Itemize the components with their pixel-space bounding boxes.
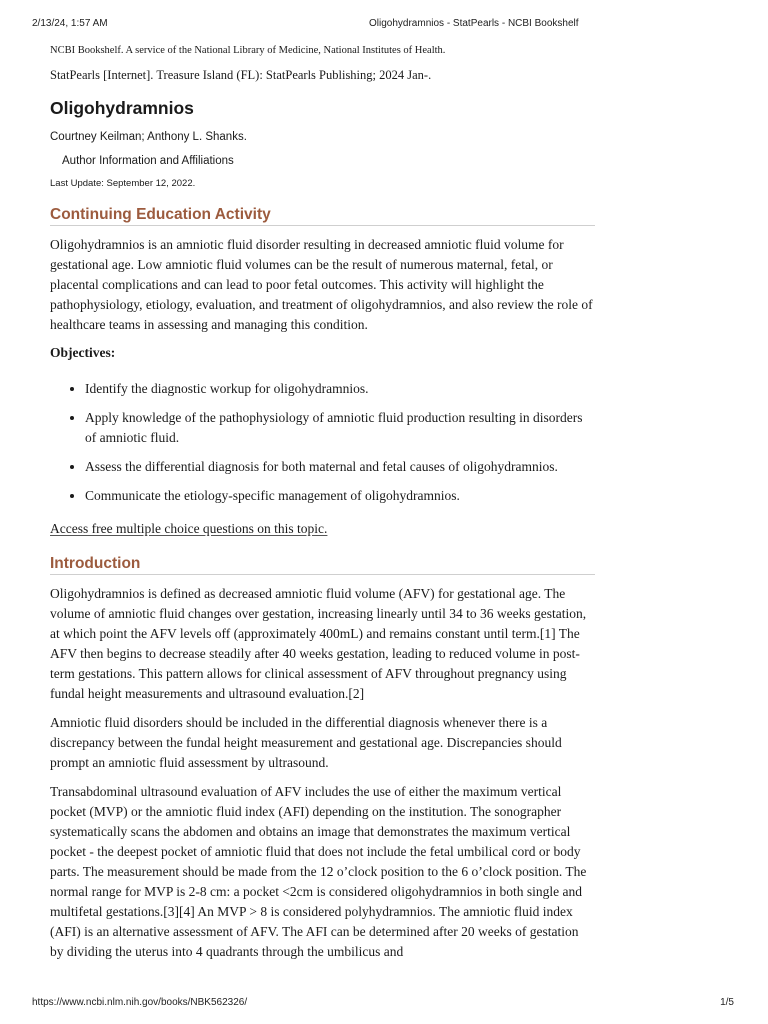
ce-paragraph: Oligohydramnios is an amniotic fluid disorder resulting in decreased amniotic fluid volume for gestational age. Low amniotic fluid volumes can be the result of numerous maternal, fetal, or placental complications and can lead to poor fetal outcomes. This activity will highlight the pathophysiology, etiology, evaluation, and treatment of oligohydramnios, and also review the role of healthcare teams in assessing and managing this condition. (50, 237, 593, 332)
author-info-link[interactable]: Author Information and Affiliations (62, 155, 234, 167)
intro-paragraph: Amniotic fluid disorders should be included in the differential diagnosis whenever there is a discrepancy between the fundal height measurement and gestational age. Discrepancies should prompt an amniotic fluid assessment by ultrasound. (50, 715, 562, 770)
page-url: https://www.ncbi.nlm.nih.gov/books/NBK562326/ (32, 997, 248, 1008)
continuing-education-section (50, 206, 595, 555)
access-questions-link[interactable]: Access free multiple choice questions on this topic. (50, 521, 328, 536)
citation: StatPearls [Internet]. Treasure Island (FL): StatPearls Publishing; 2024 Jan-. (50, 68, 432, 82)
article-content (50, 44, 595, 971)
objective-item: • Communicate the etiology-specific management of oligohydramnios. (85, 486, 595, 506)
introduction-section (50, 555, 595, 962)
page-number: 1/5 (720, 997, 734, 1008)
section-heading-introduction: Introduction (50, 555, 595, 575)
section-heading-continuing-education: Continuing Education Activity (50, 206, 595, 226)
objectives-list (50, 379, 595, 506)
objective-item: • Identify the diagnostic workup for oligohydramnios. (85, 379, 595, 399)
article-title: Oligohydramnios (50, 98, 194, 118)
last-update: Last Update: September 12, 2022. (50, 178, 196, 189)
print-page-title: Oligohydramnios - StatPearls - NCBI Bookshelf (369, 18, 579, 29)
objective-item: • Apply knowledge of the pathophysiology of amniotic fluid production resulting in disorders of amniotic fluid. (85, 408, 595, 448)
intro-paragraph: Transabdominal ultrasound evaluation of AFV includes the use of either the maximum vertical pocket (MVP) or the amniotic fluid index (AFI) depending on the institution. The sonographer systematically scans the abdomen and obtains an image that demonstrates the maximum vertical pocket - the deepest pocket of amniotic fluid that does not include the fetal umbilical cord or body parts. The measurement should be made from the 12 o’clock position to the 6 o’clock position. The normal range for MVP is 2-8 cm: a pocket <2cm is considered oligohydramnios in both single and multifetal gestations.[3][4] An MVP > 8 is considered polyhydramnios. The amniotic fluid index (AFI) is an alternative assessment of AFV. The AFI can be determined after 20 weeks of gestation by dividing the uterus into 4 quadrants through the umbilicus and (50, 784, 587, 959)
print-date: 2/13/24, 1:57 AM (32, 18, 108, 29)
objective-item: • Assess the differential diagnosis for both maternal and fetal causes of oligohydramnios. (85, 457, 595, 477)
authors: Courtney Keilman; Anthony L. Shanks. (50, 131, 247, 143)
objectives-label: Objectives: (50, 345, 116, 360)
intro-paragraph: Oligohydramnios is defined as decreased amniotic fluid volume (AFV) for gestational age. The volume of amniotic fluid changes over gestation, increasing linearly until 34 to 36 weeks gestation, at which point the AFV levels off (approximately 400mL) and remains constant until term.[1] The AFV then begins to decrease steadily after 40 weeks gestation, leading to reduced volume in post-term gestations. This pattern allows for clinical assessment of AFV throughout pregnancy using fundal height measurements and ultrasound evaluation.[2] (50, 586, 587, 701)
bookshelf-line: NCBI Bookshelf. A service of the National Library of Medicine, National Institutes of Health. (50, 45, 446, 56)
